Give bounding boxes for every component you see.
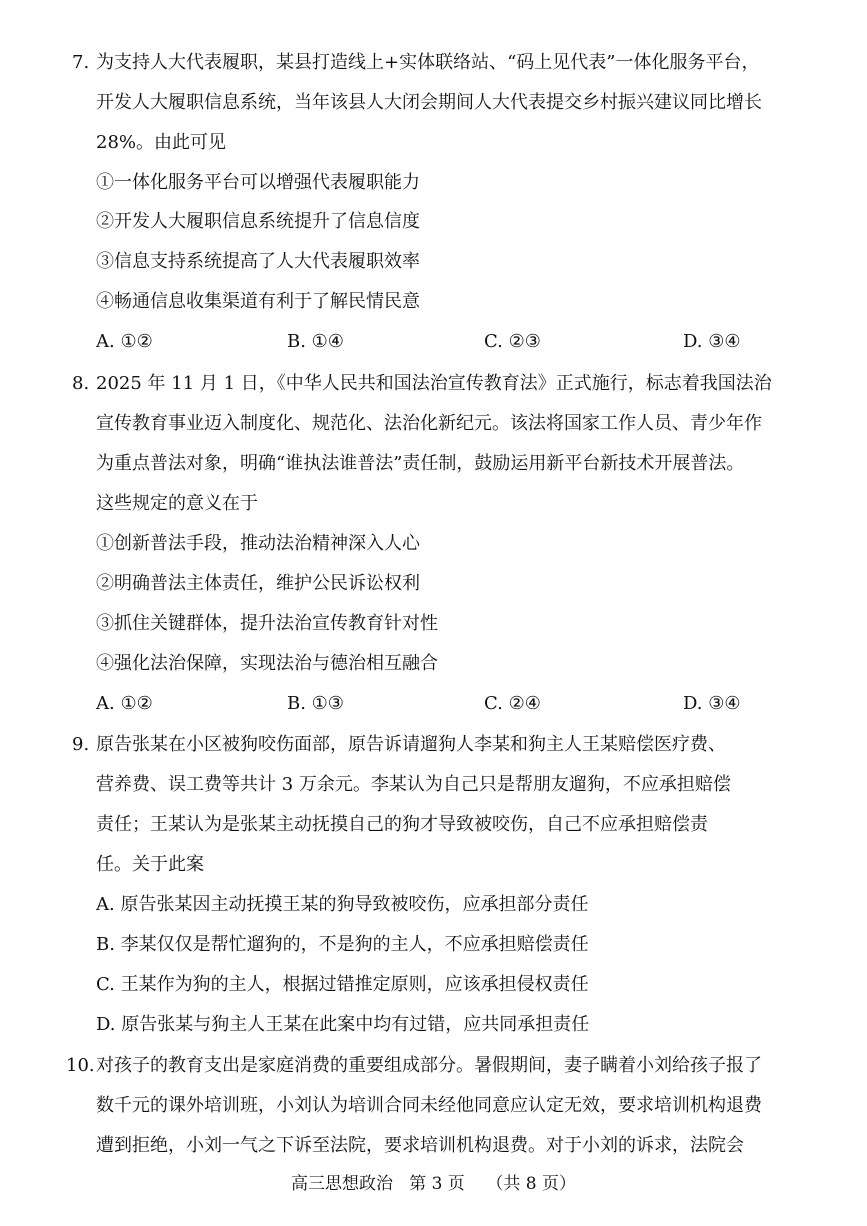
question-stem-line: 开发人大履职信息系统，当年该县人大闭会期间人大代表提交乡村振兴建议同比增长 [96, 92, 762, 113]
statement: ④畅通信息收集渠道有利于了解民情民意 [96, 291, 420, 312]
question-stem-line: 营养费、误工费等共计 3 万余元。李某认为自己只是帮朋友遛狗，不应承担赔偿 [96, 774, 731, 795]
option-a: A. ①② [96, 693, 153, 714]
statement: ①一体化服务平台可以增强代表履职能力 [96, 172, 420, 193]
option-d: D. ③④ [683, 693, 741, 714]
question-stem-line: 数千元的课外培训班，小刘认为培训合同未经他同意应认定无效，要求培训机构退费 [96, 1095, 762, 1116]
question-stem-line: 原告张某在小区被狗咬伤面部，原告诉请遛狗人李某和狗主人王某赔偿医疗费、 [96, 734, 726, 755]
option-d: D. 原告张某与狗主人王某在此案中均有过错，应共同承担责任 [96, 1014, 590, 1035]
statement: ①创新普法手段，推动法治精神深入人心 [96, 533, 420, 554]
question-stem-line: 这些规定的意义在于 [96, 493, 258, 514]
option-d: D. ③④ [683, 331, 741, 352]
page-footer: 高三思想政治 第 3 页 （共 8 页） [290, 1174, 577, 1194]
question-stem-line: 宣传教育事业迈入制度化、规范化、法治化新纪元。该法将国家工作人员、青少年作 [96, 413, 762, 434]
statement: ②明确普法主体责任，维护公民诉讼权利 [96, 573, 420, 594]
option-a: A. ①② [96, 331, 153, 352]
question-stem-line: 对孩子的教育支出是家庭消费的重要组成部分。暑假期间，妻子瞒着小刘给孩子报了 [96, 1055, 762, 1076]
question-stem-line: 责任；王某认为是张某主动抚摸自己的狗才导致被咬伤，自己不应承担赔偿责 [96, 814, 708, 835]
question-stem-line: 为支持人大代表履职，某县打造线上+实体联络站、“码上见代表”一体化服务平台， [96, 52, 760, 73]
option-b: B. ①③ [287, 693, 344, 714]
option-b: B. 李某仅仅是帮忙遛狗的，不是狗的主人，不应承担赔偿责任 [96, 934, 589, 955]
question-number: 7. [72, 52, 90, 73]
statement: ④强化法治保障，实现法治与德治相互融合 [96, 653, 438, 674]
question-stem-line: 28%。由此可见 [96, 132, 227, 153]
question-stem-line: 2025 年 11 月 1 日，《中华人民共和国法治宣传教育法》正式施行，标志着我国法治 [96, 373, 772, 394]
question-stem-line: 遭到拒绝，小刘一气之下诉至法院，要求培训机构退费。对于小刘的诉求，法院会 [96, 1135, 744, 1156]
statement: ③信息支持系统提高了人大代表履职效率 [96, 251, 420, 272]
question-number: 9. [72, 734, 90, 755]
question-number: 10. [66, 1055, 95, 1076]
question-stem-line: 任。关于此案 [96, 854, 204, 875]
option-c: C. ②③ [484, 331, 541, 352]
option-c: C. 王某作为狗的主人，根据过错推定原则，应该承担侵权责任 [96, 974, 589, 995]
statement: ②开发人大履职信息系统提升了信息信度 [96, 211, 420, 232]
question-stem-line: 为重点普法对象，明确“谁执法谁普法”责任制，鼓励运用新平台新技术开展普法。 [96, 453, 745, 474]
option-c: C. ②④ [484, 693, 541, 714]
option-a: A. 原告张某因主动抚摸王某的狗导致被咬伤，应承担部分责任 [96, 894, 589, 915]
option-b: B. ①④ [287, 331, 344, 352]
statement: ③抓住关键群体，提升法治宣传教育针对性 [96, 613, 438, 634]
question-number: 8. [72, 373, 90, 394]
